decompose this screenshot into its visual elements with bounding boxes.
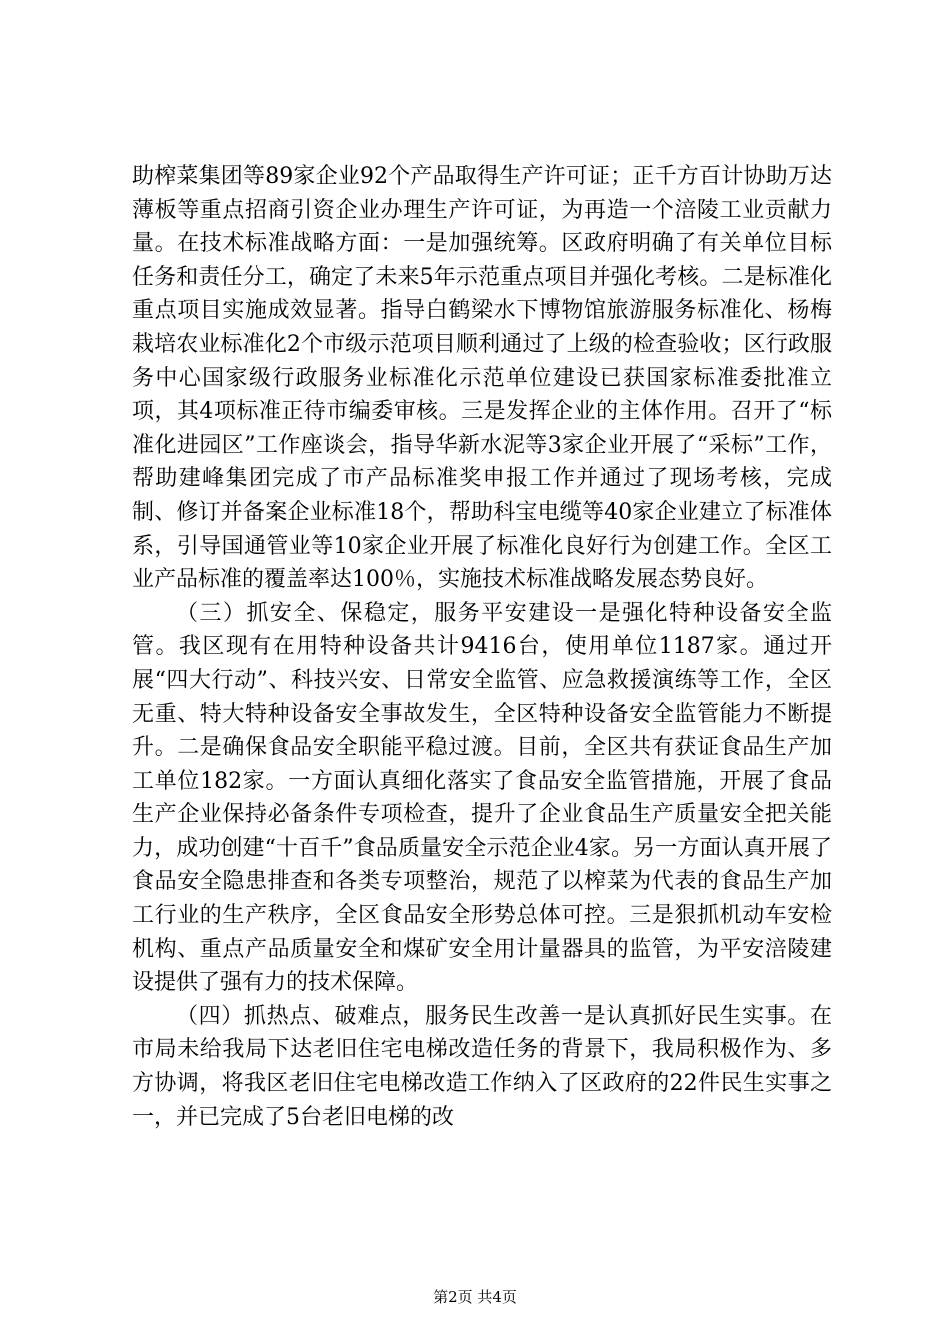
paragraph-standards-strategy: 助榨菜集团等89家企业92个产品取得生产许可证；正千方百计协助万达薄板等重点招商引资企业办理生产许可证，为再造一个涪陵工业贡献力量。在技术标准战略方面：一是加强统筹。区政府明确了有关单位目标任务和责任分工，确定了未来5年示范重点项目并强化考核。二是标准化重点项目实施成效显著。指导白鹤梁水下博物馆旅游服务标准化、杨梅栽培农业标准化2个市级示范项目顺利通过了上级的检查验收；区行政服务中心国家级行政服务业标准化示范单位建设已获国家标准委批准立项，其4项标准正待市编委审核。三是发挥企业的主体作用。召开了“标准化进园区”工作座谈会，指导华新水泥等3家企业开展了“采标”工作，帮助建峰集团完成了市产品标准奖申报工作并通过了现场考核，完成制、修订并备案企业标准18个，帮助科宝电缆等40家企业建立了标准体系，引导国通管业等10家企业开展了标准化良好行为创建工作。全区工业产品标准的覆盖率达100％，实施技术标准战略发展态势良好。 [132,164,832,593]
paragraph-safety-stability: （三）抓安全、保稳定，服务平安建设一是强化特种设备安全监管。我区现有在用特种设备共计9416台，使用单位1187家。通过开展“四大行动”、科技兴安、日常安全监管、应急救援演练等工作，全区无重、特大特种设备安全事故发生，全区特种设备安全监管能力不断提升。二是确保食品安全职能平稳过渡。目前，全区共有获证食品生产加工单位182家。一方面认真细化落实了食品安全监管措施，开展了食品生产企业保持必备条件专项检查，提升了企业食品生产质量安全把关能力，成功创建“十百千”食品质量安全示范企业4家。另一方面认真开展了食品安全隐患排查和各类专项整治，规范了以榨菜为代表的食品生产加工行业的生产秩序，全区食品安全形势总体可控。三是狠抓机动车安检机构、重点产品质量安全和煤矿安全用计量器具的监管，为平安涪陵建设提供了强有力的技术保障。 [132,600,832,996]
page-footer: 第2页 共4页 [433,1288,517,1306]
document-body [132,160,832,1134]
paragraph-livelihood: （四）抓热点、破难点，服务民生改善一是认真抓好民生实事。在市局未给我局下达老旧住宅电梯改造任务的背景下，我局积极作为、多方协调，将我区老旧住宅电梯改造工作纳入了区政府的22件民生实事之一，并已完成了5台老旧电梯的改 [132,1003,832,1130]
